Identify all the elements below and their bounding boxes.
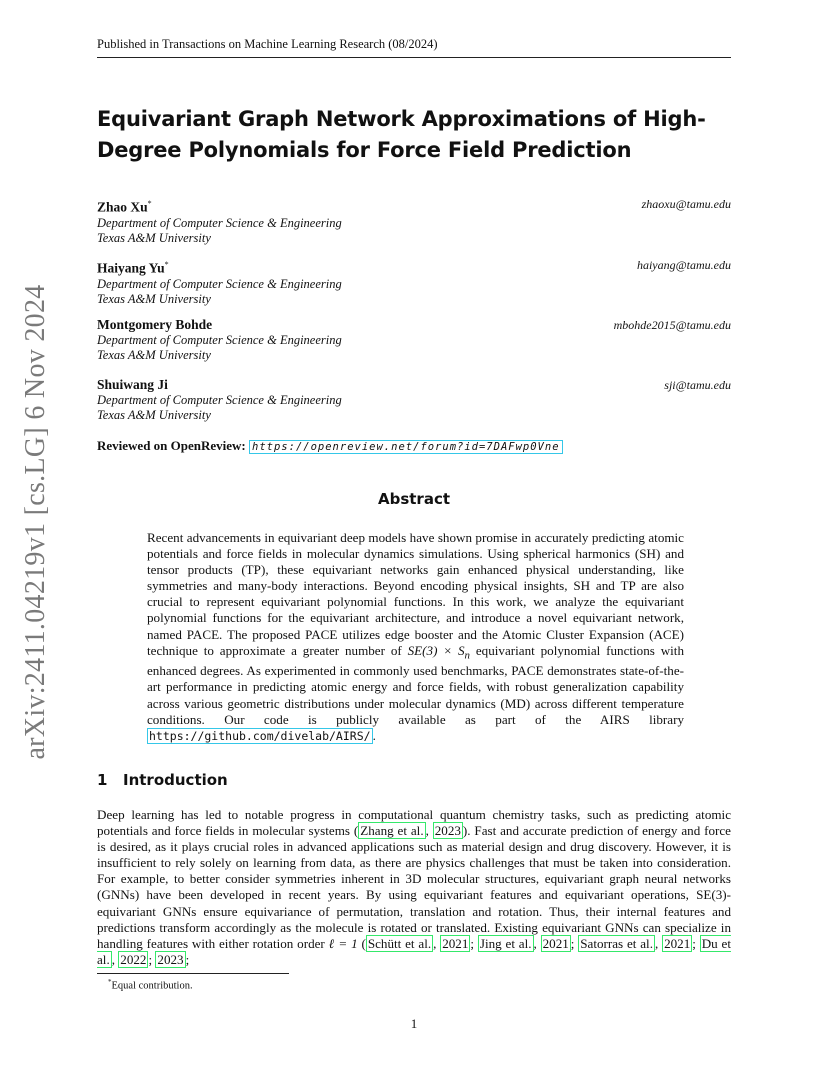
author-email: zhaoxu@tamu.edu bbox=[641, 197, 731, 211]
author-name: Haiyang Yu* bbox=[97, 260, 169, 276]
citation-link[interactable]: 2021 bbox=[664, 935, 691, 951]
author-university: Texas A&M University bbox=[97, 291, 211, 306]
page-number: 1 bbox=[410, 1016, 418, 1031]
author-department: Department of Computer Science & Engineering bbox=[97, 276, 342, 291]
abstract-body: Recent advancements in equivariant deep models have shown promise in accurately predicting atomic potentials and force fields in molecular dynamics simulations. Using spherical harmonics (SH) and tensor products (TP), these equivariant networks gain enhanced physical understanding, like symmetries and many-body interactions. Beyond encoding physical insights, SH and TP are also crucial to represent equivariant polynomial functions. In this work, we analyze the equivariant polynomial functions for the equivariant architecture, and introduce a novel equivariant network, named PACE. The proposed PACE utilizes edge booster and the Atomic Cluster Expansion (ACE) technique to approximate a greater number of $SE(3) \times S_n$ equivariant polynomial functions with enhanced degrees. As experimented in commonly used benchmarks, PACE demonstrates state-of-the-art performance in predicting atomic energy and force fields, with robust generalization capability across various geometric distributions under molecular dynamics (MD) across different temperature conditions. Our code is publicly available as part of the AIRS library https://github.com/divelab/AIRS/ . bbox=[147, 530, 684, 743]
review-line bbox=[97, 438, 563, 454]
author-university: Texas A&M University bbox=[97, 230, 211, 245]
github-link[interactable]: https://github.com/divelab/AIRS/ bbox=[149, 728, 371, 743]
citation-link[interactable]: Zhang et al. bbox=[360, 823, 424, 839]
review-label: Reviewed on OpenReview: bbox=[97, 438, 246, 453]
citation-link[interactable]: 2023 bbox=[157, 951, 184, 967]
intro-paragraph: Deep learning has led to notable progress in computational quantum chemistry tasks, such as predicting atomic potentials and force fields in molecular systems ( Zhang et al. , 2023 ). Fast and accurate prediction of energy and force is desired, as it plays crucial roles in advanced applications such as material design and drug discovery. However, it is insufficient to rely solely on learning from data, as there are physics challenges that must be taken into consideration. For example, to better consider symmetries inherent in 3D molecular structures, equivariant graph neural networks (GNNs) have been developed in recent years. By using equivariant features and equivariant operations, SE(3)-equivariant GNNs ensure equivariance of permutation, translation and rotation. Thus, their internal features and predictions transform accordingly as the molecule is rotated or translated. Existing equivariant GNNs can specialize in handling features with either rotation order ℓ = 1 ( Schütt et al. , 2021 ; Jing et al. , 2021 ; Satorras et al. , 2021 ; Du et al. , 2022 ; 2023 ; bbox=[97, 807, 731, 967]
section-title: Introduction bbox=[123, 771, 228, 789]
citation-link[interactable]: 2021 bbox=[542, 935, 569, 951]
author-name: Zhao Xu* bbox=[97, 199, 152, 215]
section-heading bbox=[97, 771, 228, 789]
paper-title: Equivariant Graph Network Approximations of High-Degree Polynomials for Force Field Prediction bbox=[97, 107, 706, 162]
citation-link[interactable]: 2021 bbox=[442, 935, 469, 951]
math-subscript: n bbox=[464, 649, 470, 662]
citation-link[interactable]: 2023 bbox=[434, 823, 461, 839]
author-email: haiyang@tamu.edu bbox=[636, 258, 731, 272]
author-block bbox=[97, 317, 731, 363]
openreview-link[interactable]: https://openreview.net/forum?id=7DAFwp0Vne bbox=[249, 440, 563, 454]
author-block bbox=[97, 377, 731, 423]
author-block bbox=[97, 257, 731, 307]
running-head: Published in Transactions on Machine Learning Research (08/2024) bbox=[97, 37, 731, 58]
citation-link[interactable]: Du et al. bbox=[97, 935, 731, 967]
arxiv-identifier[interactable]: arXiv:2411.04219v1 [cs.LG] 6 Nov 2024 bbox=[20, 284, 51, 760]
author-name: Shuiwang Ji bbox=[97, 377, 168, 392]
author-department: Department of Computer Science & Engineering bbox=[97, 393, 342, 407]
author-email: sji@tamu.edu bbox=[664, 378, 731, 392]
footnote: *Equal contribution. bbox=[108, 978, 193, 992]
equal-contribution-mark: * bbox=[147, 199, 152, 208]
equal-contribution-mark: * bbox=[164, 260, 169, 269]
abstract-heading: Abstract bbox=[377, 490, 451, 508]
author-university: Texas A&M University bbox=[97, 408, 211, 422]
citation-link[interactable]: Satorras et al. bbox=[580, 935, 653, 951]
citation-link[interactable]: Jing et al. bbox=[479, 935, 532, 951]
footnote-rule bbox=[97, 973, 289, 974]
math-expression: ℓ = 1 bbox=[328, 935, 358, 951]
author-university: Texas A&M University bbox=[97, 348, 211, 362]
author-block bbox=[97, 196, 731, 246]
math-expression: SE(3) × S bbox=[407, 642, 465, 658]
citation-link[interactable]: Schütt et al. bbox=[367, 935, 432, 951]
author-email: mbohde2015@tamu.edu bbox=[613, 318, 731, 332]
author-department: Department of Computer Science & Engineering bbox=[97, 333, 342, 347]
citation-link[interactable]: 2022 bbox=[120, 951, 147, 967]
author-department: Department of Computer Science & Engineering bbox=[97, 215, 342, 230]
author-name: Montgomery Bohde bbox=[97, 317, 213, 332]
section-number: 1 bbox=[97, 771, 108, 789]
